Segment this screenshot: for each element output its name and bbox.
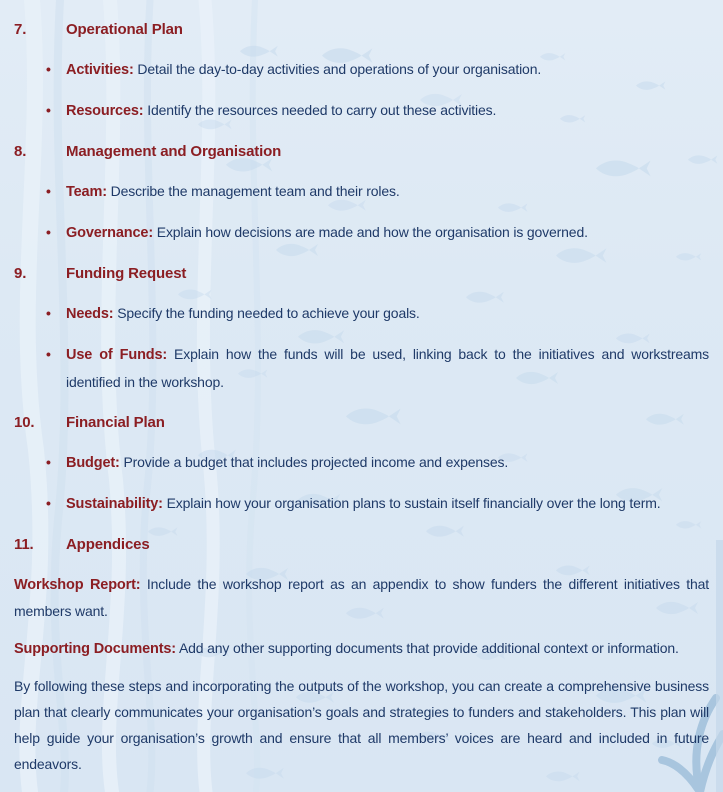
section-heading-management: [14, 138, 709, 165]
section-heading-financial-plan: [14, 409, 709, 436]
paragraph-label: Workshop Report:: [14, 577, 141, 593]
bullet-label: Needs:: [66, 306, 114, 322]
paragraph-text: By following these steps and incorporating the outputs of the workshop, you can create a comprehensive business plan that clearly communicates your organisation’s goals and strategies to funders and stakeholders. This plan will help guide your organisation’s growth and ensure that all members’ voices are heard and included in future endeavors.: [14, 678, 709, 772]
section-number: 11.: [14, 536, 34, 553]
bullet-text: Detail the day-to-day activities and operations of your organisation.: [137, 61, 542, 77]
bullet-label: Governance:: [66, 225, 153, 241]
bullet-item-needs: [14, 300, 709, 328]
paragraph-supporting-documents: [14, 635, 709, 662]
bullet-label: Sustainability:: [66, 496, 163, 512]
bullet-list: [14, 300, 709, 396]
bullet-item-governance: [14, 219, 709, 247]
bullet-label: Resources:: [66, 103, 144, 119]
bullet-label: Activities:: [66, 62, 134, 78]
paragraph-closing: [14, 673, 709, 777]
paragraph-workshop-report: [14, 571, 709, 624]
bullet-text: Specify the funding needed to achieve your goals.: [117, 305, 420, 321]
bullet-item-sustainability: [14, 490, 709, 518]
section-title: Funding Request: [66, 265, 187, 282]
bullet-label: Budget:: [66, 455, 120, 471]
bullet-text: Identify the resources needed to carry out these activities.: [147, 102, 497, 118]
section-title: Management and Organisation: [66, 143, 282, 160]
bullet-item-resources: [14, 97, 709, 125]
bullet-item-budget: [14, 449, 709, 477]
bullet-text: Provide a budget that includes projected income and expenses.: [123, 454, 509, 470]
bullet-text: Explain how decisions are made and how the organisation is governed.: [156, 224, 588, 240]
section-number: 8.: [14, 143, 27, 160]
section-number: 9.: [14, 265, 27, 282]
section-heading-operational-plan: [14, 16, 709, 43]
paragraph-text: Include the workshop report as an appendix to show funders the different initiatives that members want.: [14, 576, 709, 619]
bullet-list: [14, 178, 709, 247]
paragraph-text: Add any other supporting documents that provide additional context or information.: [178, 640, 679, 656]
bullet-label: Team:: [66, 184, 107, 200]
section-number: 10.: [14, 414, 35, 431]
paragraph-label: Supporting Documents:: [14, 641, 176, 657]
bullet-list: [14, 56, 709, 125]
section-heading-appendices: [14, 531, 709, 558]
section-title: Appendices: [66, 536, 150, 553]
bullet-text: Describe the management team and their roles.: [110, 183, 400, 199]
bullet-item-activities: [14, 56, 709, 84]
bullet-label: Use of Funds:: [66, 347, 168, 363]
bullet-item-team: [14, 178, 709, 206]
section-title: Operational Plan: [66, 21, 183, 38]
bullet-text: Explain how the funds will be used, linking back to the initiatives and workstreams identified in the workshop.: [66, 346, 709, 390]
section-title: Financial Plan: [66, 414, 165, 431]
section-heading-funding-request: [14, 260, 709, 287]
bullet-list: [14, 449, 709, 518]
bullet-text: Explain how your organisation plans to sustain itself financially over the long term.: [166, 495, 661, 511]
bullet-item-use-of-funds: [14, 341, 709, 396]
section-number: 7.: [14, 21, 27, 38]
